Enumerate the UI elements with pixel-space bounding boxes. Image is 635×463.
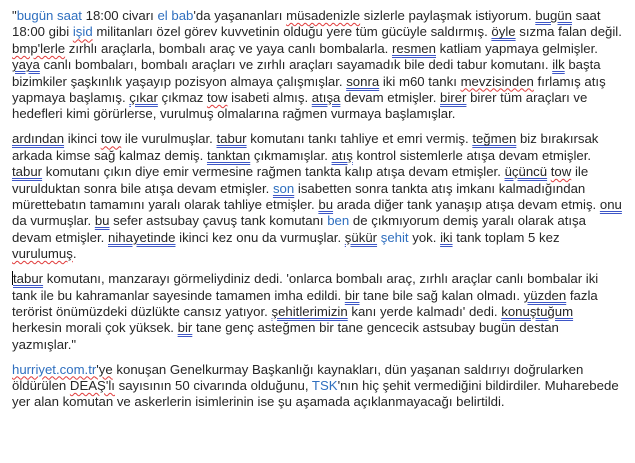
text-run: sızma falan değil.: [515, 24, 622, 40]
grammar-flagged-word: şehit: [380, 229, 409, 245]
grammar-flagged-word: yüzden: [523, 287, 567, 303]
grammar-flagged-word: yaya: [12, 57, 40, 73]
grammar-flagged-word: tanktan: [206, 147, 251, 163]
grammar-flagged-word: ardından: [12, 131, 65, 147]
paragraph-2[interactable]: [12, 131, 624, 262]
text-run: tank toplam 5 kez: [452, 229, 560, 245]
text-run: konuşan Genelkurmay Başkanlığı kaynakları, dün yaşanan saldırıyı doğrularken öldürülen: [12, 361, 584, 394]
text-run: devam etmişler.: [340, 90, 441, 106]
grammar-flagged-word: onu: [599, 196, 622, 212]
text-run: ikinci: [64, 131, 101, 147]
text-run: militanları özel görev kuvvetinin olduğu yere tüm gücüyle saldırmış.: [92, 24, 492, 40]
text-run: arada diğer tank yanaşıp atışa devam etmiş.: [333, 196, 600, 212]
text-run: komutanı, manzarayı görmeliydiniz dedi. 'onlarca bombalı araç, zırhlı araçlar canlı bombalar iki tank ile bu kahramanlar sayesinde tamamen imha edildi.: [12, 271, 599, 303]
spelling-flagged-word: müsadenizle: [286, 8, 361, 23]
text-run: saat 18:00 gibi: [12, 8, 601, 40]
document-body[interactable]: [12, 8, 624, 419]
grammar-flagged-word: şehitlerimizin: [271, 303, 348, 319]
text-run: yok.: [408, 229, 441, 245]
text-run: fırlamış atış yapmaya başlamış.: [12, 73, 606, 106]
spelling-flagged-word: tow: [550, 164, 572, 180]
text-run: zırhlı araçlarla, bombalı araç ve yaya canlı bombalarla.: [65, 40, 392, 56]
text-run: fazla terörist önümüzdeki düzlükte cansız yatıyor.: [12, 287, 598, 319]
paragraph-4[interactable]: [12, 362, 624, 411]
grammar-flagged-word: ilk: [552, 57, 565, 73]
text-run: çıkmamışlar.: [250, 147, 332, 163]
text-run: ": [12, 8, 17, 23]
text-run: kanı yerde kalmadı' dedi.: [347, 303, 502, 319]
grammar-flagged-word: son: [272, 180, 295, 196]
paragraph-3[interactable]: [12, 271, 624, 353]
text-run: yaşananları: [210, 8, 287, 23]
grammar-flagged-word: bu: [318, 196, 334, 212]
text-run: herkesin morali çok yüksek.: [12, 320, 178, 336]
text-run: sayısının 50 civarında olduğunu,: [114, 378, 312, 394]
text-run: .: [72, 246, 77, 262]
grammar-flagged-word: atış: [331, 147, 353, 163]
spelling-flagged-word: DEAŞ'lı: [69, 378, 115, 394]
spelling-flagged-word: tow: [100, 131, 122, 147]
grammar-flagged-word: bu: [94, 213, 110, 229]
text-run: isabeti almış.: [227, 90, 312, 106]
text-run: canlı bombaları, bombalı araçları ve zırhlı araçları sayamadık bile dedi tabur komutanı.: [39, 57, 553, 73]
text-run: iki m60 tankı: [379, 73, 461, 89]
grammar-flagged-word: ben: [327, 213, 350, 229]
spelling-flagged-word: hurriyet.com.tr: [12, 361, 97, 377]
grammar-flagged-word: bugün: [535, 8, 572, 23]
spelling-flagged-word: mevzisinden: [460, 73, 534, 89]
text-run: biz bırakırsak arkada kimse sağ kalmaz demiş.: [12, 131, 599, 163]
text-run: başta bizimkiler şaşkınlık yaşayıp pozisyon almaya çalışmışlar.: [12, 57, 601, 89]
spelling-flagged-word: işid: [72, 24, 93, 40]
spelling-flagged-word: bmp'lerle: [12, 40, 66, 56]
text-run: çıkmaz: [157, 90, 207, 106]
text-run: ikinci kez onu da vurmuşlar.: [175, 229, 345, 245]
text-run: sizlerle paylaşmak istiyorum.: [360, 8, 536, 23]
text-run: katliam yapmaya gelmişler.: [435, 40, 598, 56]
text-run: 'da: [193, 8, 211, 23]
grammar-flagged-word: resmen: [392, 40, 436, 56]
text-run: isabetten sonra tankta atış imkanı kalmadığından mürettebatın tamamını yaralı olarak tahliye etmişler.: [12, 180, 586, 212]
grammar-flagged-word: birer: [440, 90, 467, 106]
text-run: sefer astsubay çavuş tank komutanı: [109, 213, 328, 229]
grammar-flagged-word: bir: [344, 287, 360, 303]
text-run: tane bile sağ kalan olmadı.: [359, 287, 524, 303]
paragraph-1[interactable]: [12, 8, 624, 123]
grammar-flagged-word: öyle: [491, 24, 516, 40]
grammar-flagged-word: nihayetinde: [108, 229, 176, 245]
grammar-flagged-word: atışa: [311, 90, 341, 106]
grammar-flagged-word: çıkar: [129, 90, 158, 106]
grammar-flagged-word: sonra: [346, 73, 380, 89]
grammar-flagged-word: tabur: [13, 271, 44, 287]
grammar-flagged-word: bugün saat: [16, 8, 82, 23]
grammar-flagged-word: iki: [440, 229, 453, 245]
grammar-flagged-word: TSK: [311, 378, 338, 394]
spelling-flagged-word: tow: [206, 90, 228, 106]
grammar-flagged-word: tabur: [12, 164, 43, 180]
text-run: kontrol sistemlerle atışa devam etmişler.: [352, 147, 592, 163]
text-run: tane genç asteğmen bir tane gencecik astsubay bugün destan yazmışlar.": [12, 320, 559, 352]
text-run: ile vurulduktan sonra bile atışa devam etmişler.: [12, 164, 589, 196]
text-run: komutanı çıkın diye emir vermesine rağmen tankta kalıp atışa devam etmişler.: [42, 164, 505, 180]
grammar-flagged-word: el bab: [157, 8, 194, 23]
text-run: de çıkmıyorum demiş yaralı olarak atışa devam etmişler.: [12, 213, 586, 245]
text-run: 18:00 civarı: [81, 8, 158, 23]
text-run: ile vurulmuşlar.: [121, 131, 217, 147]
text-run: komutanı tankı tahliye et emri vermiş.: [246, 131, 473, 147]
spelling-flagged-word: vurulumuş: [12, 246, 73, 262]
spelling-flagged-word: 'ye: [96, 361, 113, 377]
grammar-flagged-word: bir: [177, 320, 193, 336]
grammar-flagged-word: teğmen: [472, 131, 517, 147]
grammar-flagged-word: tabur: [216, 131, 247, 147]
text-run: 'nın hiç şehit vermediğini bildirdiler. Muharebede yer alan komutan ve askerlerin isimlerinin ise şu aşamada açıklanmayacağı belirtildi.: [12, 378, 619, 410]
grammar-flagged-word: şükür: [344, 229, 378, 245]
grammar-flagged-word: üçüncü: [504, 164, 548, 180]
text-run: da vurmuşlar.: [12, 213, 95, 229]
grammar-flagged-word: konuştuğum: [501, 303, 574, 319]
text-run: birer tüm araçları ve hedefleri kimi görürlerse, vurulmuş olmalarına rağmen vurmaya başlamışlar.: [12, 90, 588, 122]
